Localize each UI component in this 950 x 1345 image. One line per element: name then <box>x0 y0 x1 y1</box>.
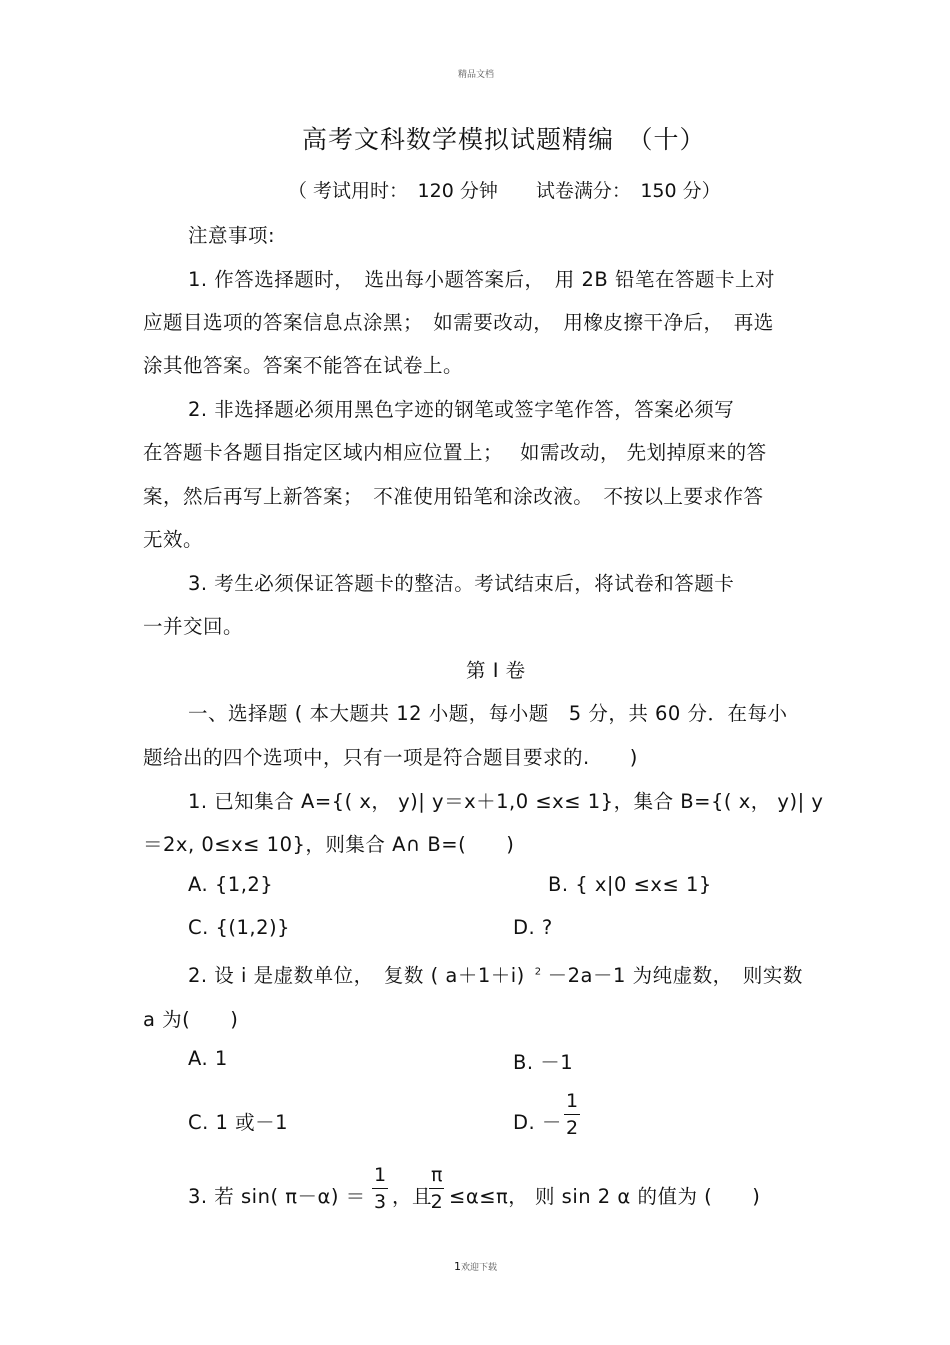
exam-info: （ 考试用时： 120 分钟 试卷满分： 150 分） <box>288 180 721 202</box>
section-title: 第 I 卷 <box>466 659 526 682</box>
fraction-denominator: 2 <box>566 1117 579 1139</box>
header-watermark: 精品文档 <box>458 70 495 80</box>
q2-option-a: A. 1 <box>188 1047 228 1070</box>
q1-option-c: C. {(1,2)} <box>188 916 291 939</box>
fraction-numerator: 1 <box>374 1164 387 1186</box>
q2-option-b: B. －1 <box>513 1051 574 1074</box>
notice-line-4: 2. 非选择题必须用黑色字迹的钢笔或签字笔作答，答案必须写 <box>188 398 735 421</box>
section-intro-2: 题给出的四个选项中，只有一项是符合题目要求的. ) <box>143 746 638 769</box>
q2-option-d-prefix: D. － <box>513 1111 562 1134</box>
q1-option-b: B. { x|0 ≤x≤ 1} <box>548 873 712 896</box>
notice-heading: 注意事项: <box>188 224 276 247</box>
q2-option-d-fraction <box>564 1092 580 1138</box>
q1-line-1: 1. 已知集合 A={( x， y)| y＝x＋1,0 ≤x≤ 1}，集合 B={( x， y)| y <box>188 790 824 813</box>
page-title: 高考文科数学模拟试题精编 （十） <box>302 125 706 154</box>
fraction-denominator: 2 <box>430 1191 443 1213</box>
q3-fraction-1 <box>372 1166 388 1212</box>
notice-line-7: 无效。 <box>143 528 204 551</box>
notice-line-9: 一并交回。 <box>143 615 244 638</box>
footer-text: 欢迎下载 <box>461 1263 498 1273</box>
notice-line-5: 在答题卡各题目指定区域内相应位置上； 如需改动， 先划掉原来的答 <box>143 441 767 464</box>
q3-part-1: 3. 若 sin( π－α) ＝ <box>188 1185 366 1208</box>
q1-line-2: ＝2x, 0≤x≤ 10}，则集合 A∩ B=( ) <box>143 833 515 856</box>
q2-option-c: C. 1 或－1 <box>188 1111 289 1134</box>
q2-exponent: 2 <box>534 966 542 978</box>
notice-line-8: 3. 考生必须保证答题卡的整洁。考试结束后，将试卷和答题卡 <box>188 572 735 595</box>
notice-line-6: 案，然后再写上新答案； 不准使用铅笔和涂改液。 不按以上要求作答 <box>143 485 764 508</box>
notice-line-1: 1. 作答选择题时， 选出每小题答案后， 用 2B 铅笔在答题卡上对 <box>188 268 775 291</box>
q3-part-2: ，且 <box>392 1185 433 1208</box>
section-intro-1: 一、选择题 ( 本大题共 12 小题，每小题 5 分，共 60 分．在每小 <box>188 702 788 725</box>
page-footer <box>454 1260 497 1273</box>
q3-part-3: ≤α≤π， 则 sin 2 α 的值为 ( ) <box>449 1185 761 1208</box>
q1-option-a: A. {1,2} <box>188 873 274 896</box>
q2-line-1 <box>188 960 803 988</box>
notice-line-2: 应题目选项的答案信息点涂黑； 如需要改动， 用橡皮擦干净后， 再选 <box>143 311 774 334</box>
fraction-numerator: π <box>431 1164 443 1186</box>
q3-fraction-2 <box>429 1166 444 1212</box>
q2-line-1-post: －2a－1 为纯虚数， 则实数 <box>547 964 803 987</box>
q1-option-d: D. ? <box>513 916 553 939</box>
q2-line-1-pre: 2. 设 i 是虚数单位， 复数 ( a＋1＋i) <box>188 964 525 987</box>
fraction-numerator: 1 <box>566 1090 579 1112</box>
page-number: 1 <box>454 1260 461 1273</box>
fraction-denominator: 3 <box>374 1191 387 1213</box>
notice-line-3: 涂其他答案。答案不能答在试卷上。 <box>143 354 464 377</box>
q2-line-2: a 为( ) <box>143 1008 239 1031</box>
